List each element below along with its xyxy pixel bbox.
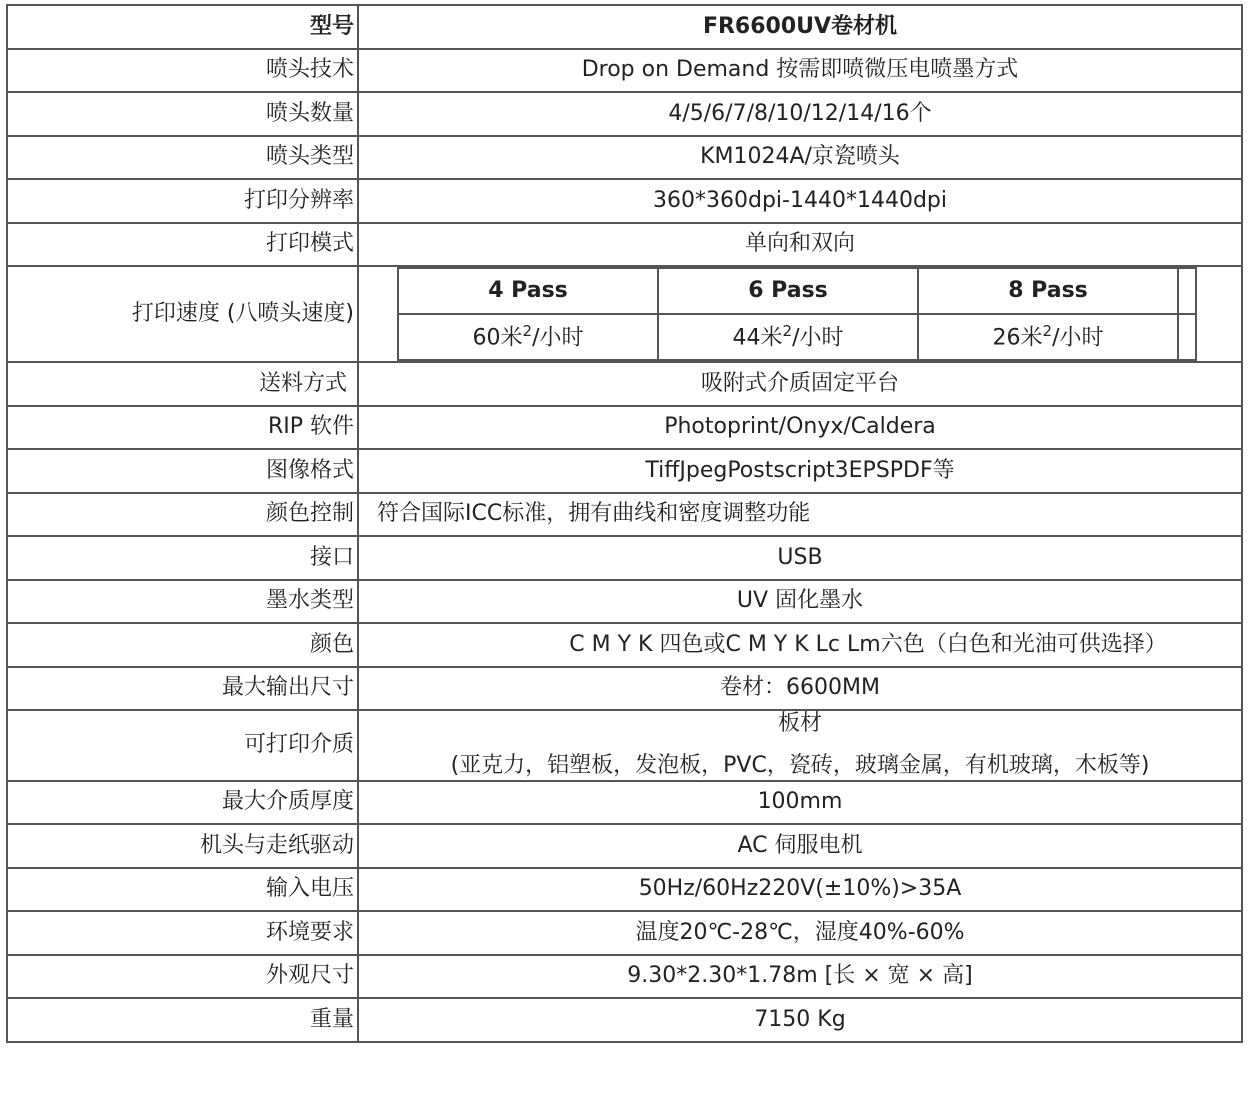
value-environment: 温度20℃-28℃，湿度40%-60%: [358, 911, 1242, 955]
value-interface: USB: [358, 536, 1242, 580]
label-rip: RIP 软件: [7, 406, 358, 450]
row-resolution: [7, 179, 1242, 223]
value-image-format: TiffJpegPostscript3EPSPDF等: [358, 449, 1242, 493]
pass-name: 8 Pass: [918, 268, 1178, 314]
value-speed: [358, 266, 1242, 362]
spec-table: [6, 4, 1243, 1043]
value-resolution: 360*360dpi-1440*1440dpi: [358, 179, 1242, 223]
value-drive: AC 伺服电机: [358, 824, 1242, 868]
label-speed: 打印速度 (八喷头速度): [7, 266, 358, 362]
row-interface: [7, 536, 1242, 580]
value-mode: 单向和双向: [358, 223, 1242, 267]
pass-name: 6 Pass: [658, 268, 918, 314]
media-line-detail: (亚克力，铝塑板，发泡板，PVC，瓷砖，玻璃金属，有机玻璃，木板等): [450, 753, 1150, 779]
label-ink-type: 墨水类型: [7, 580, 358, 624]
value-weight: 7150 Kg: [358, 998, 1242, 1042]
pass-speed-number: 60: [472, 325, 501, 351]
label-drive: 机头与走纸驱动: [7, 824, 358, 868]
label-mode: 打印模式: [7, 223, 358, 267]
label-head-tech: 喷头技术: [7, 49, 358, 93]
pass-speed: [398, 314, 658, 360]
row-media: [7, 710, 1242, 781]
pass-speed-unit: 米: [760, 325, 783, 351]
pass-speed-number: 44: [732, 325, 761, 351]
row-head-tech: [7, 49, 1242, 93]
value-voltage: 50Hz/60Hz220V(±10%)>35A: [358, 868, 1242, 912]
speed-spacer-cell: [1178, 268, 1196, 314]
value-max-thickness: 100mm: [358, 781, 1242, 825]
pass-name: 4 Pass: [398, 268, 658, 314]
value-head-tech: Drop on Demand 按需即喷微压电喷墨方式: [358, 49, 1242, 93]
label-resolution: 打印分辨率: [7, 179, 358, 223]
row-mode: [7, 223, 1242, 267]
label-max-output: 最大输出尺寸: [7, 667, 358, 711]
row-voltage: [7, 868, 1242, 912]
speed-table: [397, 267, 1197, 361]
label-max-thickness: 最大介质厚度: [7, 781, 358, 825]
row-max-output: [7, 667, 1242, 711]
speed-spacer-cell: [1178, 314, 1196, 360]
row-speed: [7, 266, 1242, 362]
value-head-count: 4/5/6/7/8/10/12/14/16个: [358, 92, 1242, 136]
value-max-output: 卷材：6600MM: [358, 667, 1242, 711]
row-dimensions: [7, 955, 1242, 999]
row-feed: [7, 362, 1242, 406]
pass-speed-per: /小时: [532, 325, 584, 351]
label-colors: 颜色: [7, 623, 358, 667]
pass-speed-exp: 2: [782, 322, 793, 341]
label-feed: 送料方式: [7, 362, 358, 406]
row-weight: [7, 998, 1242, 1042]
media-line-main: 板材: [777, 711, 822, 736]
label-color-control: 颜色控制: [7, 493, 358, 537]
pass-speed-per: /小时: [1052, 325, 1104, 351]
value-rip: Photoprint/Onyx/Caldera: [358, 406, 1242, 450]
row-colors: [7, 623, 1242, 667]
pass-speed-unit: 米: [1020, 325, 1043, 351]
label-head-count: 喷头数量: [7, 92, 358, 136]
pass-speed-exp: 2: [1042, 322, 1053, 341]
pass-speed-number: 26: [992, 325, 1021, 351]
label-interface: 接口: [7, 536, 358, 580]
row-image-format: [7, 449, 1242, 493]
pass-speed-per: /小时: [792, 325, 844, 351]
value-color-control: 符合国际ICC标准，拥有曲线和密度调整功能: [358, 493, 1242, 537]
label-head-type: 喷头类型: [7, 136, 358, 180]
label-media: 可打印介质: [7, 710, 358, 781]
row-color-control: [7, 493, 1242, 537]
value-media: [358, 710, 1242, 781]
pass-speed: [918, 314, 1178, 360]
row-rip: [7, 406, 1242, 450]
label-model: 型号: [7, 5, 358, 49]
pass-speed-unit: 米: [500, 325, 523, 351]
row-head-count: [7, 92, 1242, 136]
value-head-type: KM1024A/京瓷喷头: [358, 136, 1242, 180]
row-max-thickness: [7, 781, 1242, 825]
value-colors: C M Y K 四色或C M Y K Lc Lm六色（白色和光油可供选择）: [358, 623, 1242, 667]
row-ink-type: [7, 580, 1242, 624]
label-voltage: 输入电压: [7, 868, 358, 912]
label-dimensions: 外观尺寸: [7, 955, 358, 999]
speed-header-row: [398, 268, 1196, 314]
label-environment: 环境要求: [7, 911, 358, 955]
row-drive: [7, 824, 1242, 868]
row-model: [7, 5, 1242, 49]
label-image-format: 图像格式: [7, 449, 358, 493]
value-dimensions: 9.30*2.30*1.78m [长 × 宽 × 高]: [358, 955, 1242, 999]
label-weight: 重量: [7, 998, 358, 1042]
row-head-type: [7, 136, 1242, 180]
value-feed: 吸附式介质固定平台: [358, 362, 1242, 406]
value-model: FR6600UV卷材机: [358, 5, 1242, 49]
pass-speed-exp: 2: [522, 322, 533, 341]
value-ink-type: UV 固化墨水: [358, 580, 1242, 624]
pass-speed: [658, 314, 918, 360]
speed-value-row: [398, 314, 1196, 360]
row-environment: [7, 911, 1242, 955]
